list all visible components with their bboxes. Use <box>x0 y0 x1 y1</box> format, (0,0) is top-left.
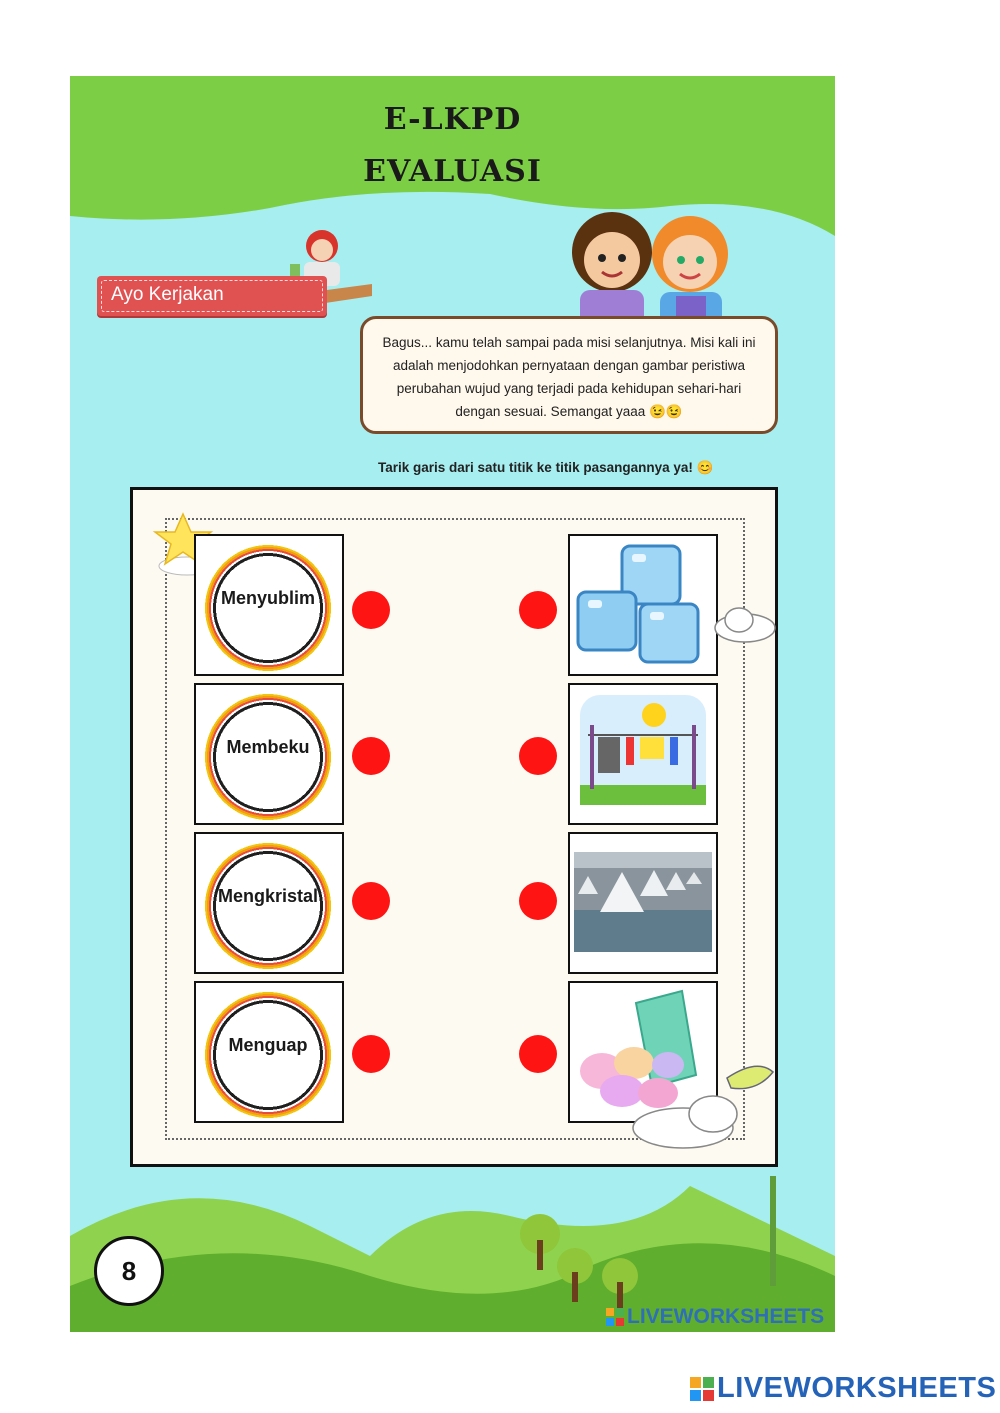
kids-illustration-icon <box>550 204 770 329</box>
term-card-4 <box>194 981 344 1123</box>
instruction-text: Tarik garis dari satu titik ke titik pasangannya ya! 😊 <box>378 460 714 475</box>
picture-card-3 <box>568 832 718 974</box>
title-line-2: EVALUASI <box>363 154 542 189</box>
term-label-3: Mengkristal <box>217 886 319 906</box>
term-card-1 <box>194 534 344 676</box>
ice-cubes-icon <box>570 536 716 674</box>
right-dot-2[interactable] <box>519 737 557 775</box>
left-dot-2[interactable] <box>352 737 390 775</box>
picture-card-1 <box>568 534 718 676</box>
matching-board <box>130 487 778 1167</box>
term-card-2 <box>194 683 344 825</box>
liveworksheets-logo-icon <box>606 1308 624 1326</box>
term-label-1: Menyublim <box>220 588 315 608</box>
title-line-1: E-LKPD <box>383 102 522 137</box>
watermark-big-text: LIVEWORKSHEETS <box>717 1372 997 1404</box>
salt-field-icon <box>570 834 716 972</box>
watermark-small-text: LIVEWORKSHEETS <box>627 1305 825 1328</box>
worksheet-page <box>70 76 835 1332</box>
picture-card-2 <box>568 683 718 825</box>
clothesline-drying-icon <box>570 685 716 823</box>
liveworksheets-logo-icon <box>690 1377 714 1401</box>
badge-label: Ayo Kerjakan <box>111 284 224 305</box>
right-dot-3[interactable] <box>519 882 557 920</box>
cloud-icon <box>711 598 781 648</box>
left-dot-3[interactable] <box>352 882 390 920</box>
ayo-kerjakan-badge <box>97 276 327 316</box>
right-dot-1[interactable] <box>519 591 557 629</box>
leaf-cloud-icon <box>627 1058 777 1158</box>
term-label-2: Membeku <box>226 737 310 757</box>
page-number: 8 <box>94 1236 164 1306</box>
left-dot-4[interactable] <box>352 1035 390 1073</box>
left-dot-1[interactable] <box>352 591 390 629</box>
term-card-3 <box>194 832 344 974</box>
liveworksheets-watermark-big[interactable] <box>690 1372 996 1405</box>
term-label-4: Menguap <box>228 1035 308 1055</box>
right-dot-4[interactable] <box>519 1035 557 1073</box>
speech-bubble: Bagus... kamu telah sampai pada misi selanjutnya. Misi kali ini adalah menjodohkan pernyataan dengan gambar peristiwa perubahan wujud yang terjadi pada kehidupan sehari-hari dengan sesuai. Semangat yaaa 😉😉 <box>360 316 778 434</box>
liveworksheets-watermark-small <box>606 1305 824 1329</box>
